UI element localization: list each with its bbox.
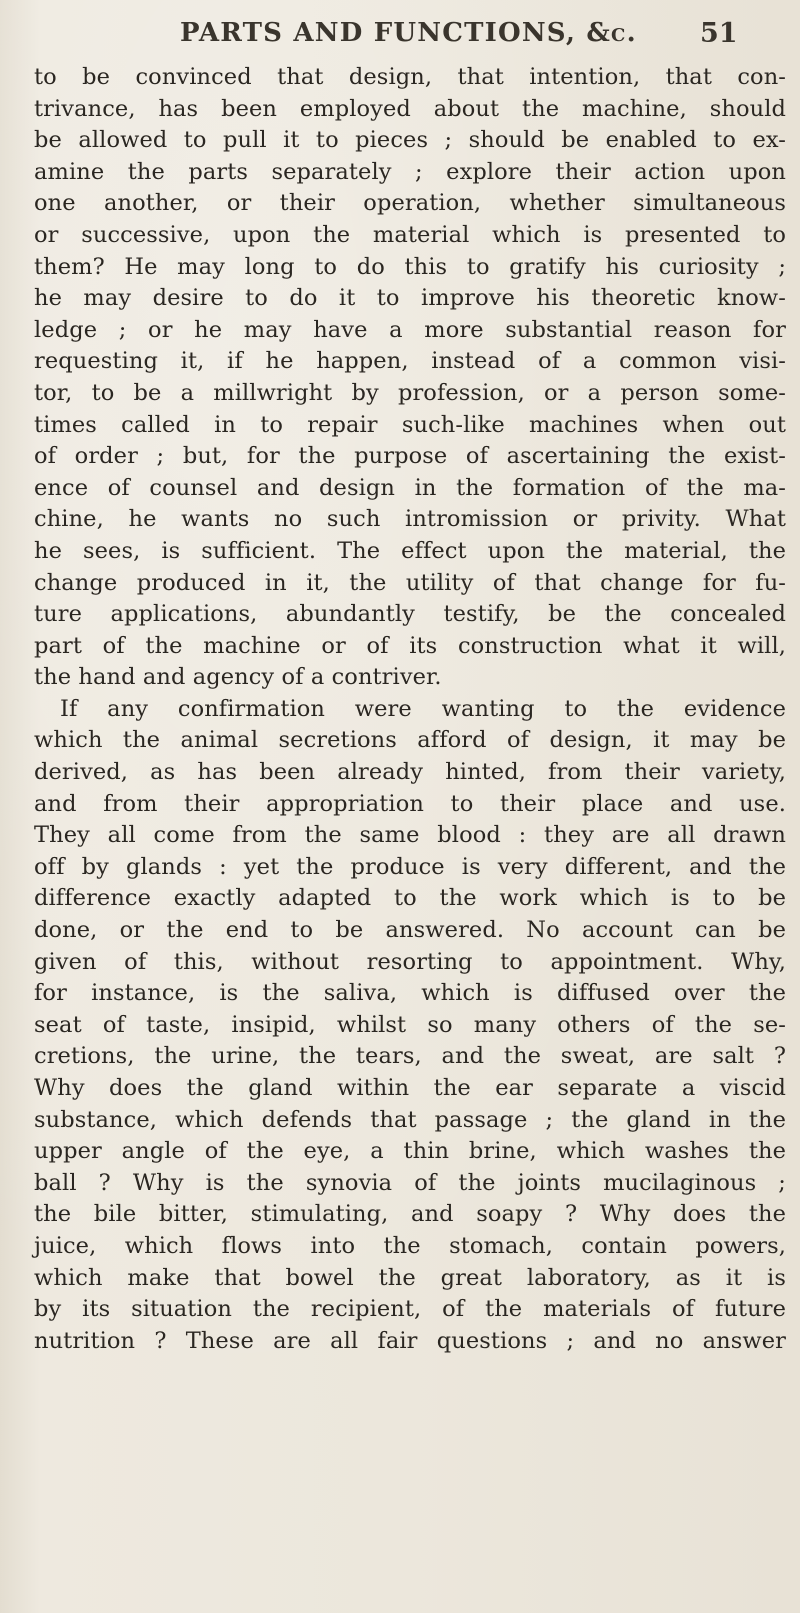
text-line: juice, which flows into the stomach, contain powers, [34,1232,786,1259]
text-line: upper angle of the eye, a thin brine, which washes the [34,1138,786,1165]
text-line: times called in to repair such-like machines when out [34,411,786,438]
text-line: one another, or their operation, whether simultaneous [34,190,786,217]
paragraph-start-line: If any confirmation were wanting to the evidence [60,695,786,722]
text-line: They all come from the same blood : they are all drawn [34,822,786,849]
text-line: by its situation the recipient, of the materials of future [34,1296,786,1323]
body-text [34,62,786,1357]
text-line: trivance, has been employed about the machine, should [34,95,786,122]
text-line: ture applications, abundantly testify, be the concealed [34,601,786,628]
paragraph-end-line: the hand and agency of a contriver. [34,664,442,691]
running-head: PARTS AND FUNCTIONS, &c. [180,18,637,48]
text-line: them? He may long to do this to gratify his curiosity ; [34,253,786,280]
text-line: done, or the end to be answered. No account can be [34,917,786,944]
text-line: ball ? Why is the synovia of the joints mucilaginous ; [34,1169,786,1196]
text-line: chine, he wants no such intromission or privity. What [34,506,786,533]
text-line: he may desire to do it to improve his theoretic know- [34,285,786,312]
text-line: requesting it, if he happen, instead of a common visi- [34,348,786,375]
text-line: seat of taste, insipid, whilst so many others of the se- [34,1011,786,1038]
text-line: change produced in it, the utility of that change for fu- [34,569,786,596]
text-line: be allowed to pull it to pieces ; should be enabled to ex- [34,127,786,154]
text-line: difference exactly adapted to the work which is to be [34,885,786,912]
text-line: nutrition ? These are all fair questions ; and no answer [34,1327,786,1354]
text-line: derived, as has been already hinted, from their variety, [34,759,786,786]
text-line: to be convinced that design, that intention, that con- [34,64,786,90]
text-line: ledge ; or he may have a more substantial reason for [34,316,786,343]
text-line: of order ; but, for the purpose of ascertaining the exist- [34,443,786,470]
text-line: which the animal secretions afford of design, it may be [34,727,786,754]
text-line: given of this, without resorting to appointment. Why, [34,948,786,975]
text-line: and from their appropriation to their place and use. [34,790,786,817]
text-line: the bile bitter, stimulating, and soapy ? Why does the [34,1201,786,1228]
text-line: substance, which defends that passage ; the gland in the [34,1106,786,1133]
text-line: for instance, is the saliva, which is diffused over the [34,980,786,1007]
text-line: tor, to be a millwright by profession, or a person some- [34,379,786,406]
text-line: off by glands : yet the produce is very different, and the [34,853,786,880]
text-line: Why does the gland within the ear separate a viscid [34,1075,786,1101]
text-line: cretions, the urine, the tears, and the sweat, are salt ? [34,1043,786,1070]
text-line: he sees, is sufficient. The effect upon the material, the [34,537,786,564]
page-header [0,18,800,50]
text-line: part of the machine or of its construction what it will, [34,632,786,659]
text-line: or successive, upon the material which is presented to [34,221,786,248]
text-line: ence of counsel and design in the formation of the ma- [34,474,786,501]
text-line: amine the parts separately ; explore their action upon [34,158,786,185]
text-line: which make that bowel the great laboratory, as it is [34,1264,786,1291]
page-number: 51 [700,18,738,49]
